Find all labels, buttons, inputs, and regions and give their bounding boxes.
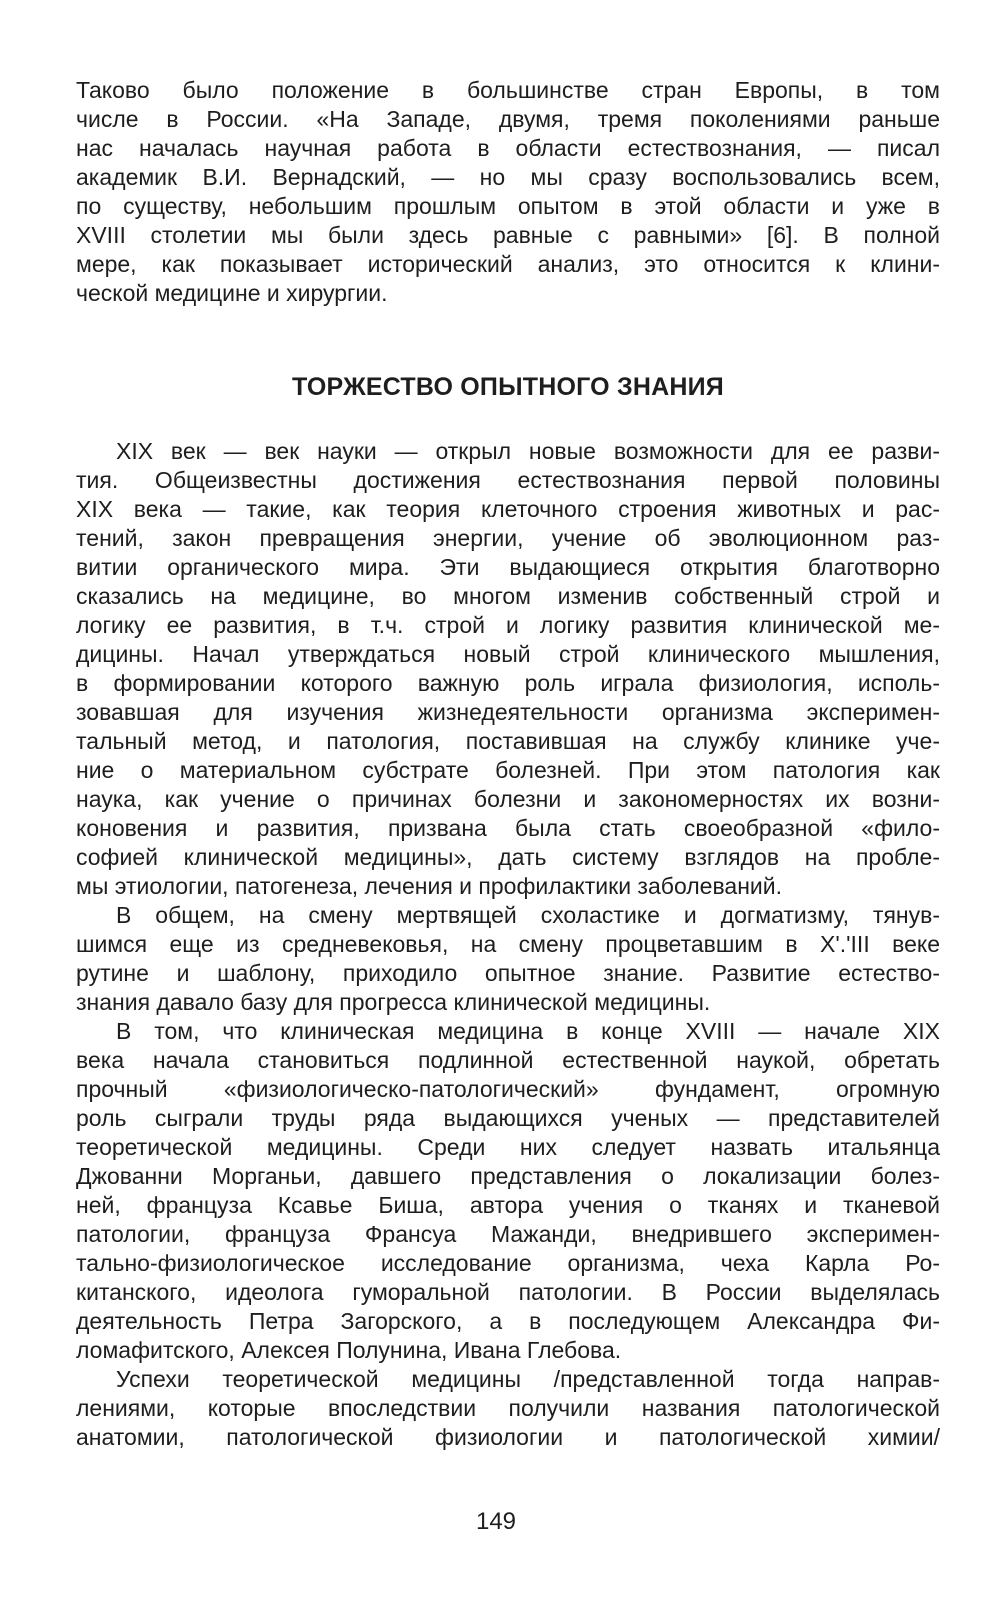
- text-line: ние о материальном субстрате болезней. При этом патология как: [76, 757, 940, 783]
- text-line: софией клинической медицины», дать систему взглядов на пробле-: [76, 844, 940, 870]
- paragraph-3: [76, 1017, 940, 1365]
- text-line: тально-физиологическое исследование организма, чеха Карла Ро-: [76, 1250, 940, 1276]
- text-line: шимся еще из средневековья, на смену процветавшим в X'.'III веке: [76, 931, 940, 957]
- text-line: по существу, небольшим прошлым опытом в этой области и уже в: [76, 193, 940, 219]
- text-line: тальный метод, и патология, поставившая на службу клинике уче-: [76, 728, 940, 754]
- text-line: мере, как показывает исторический анализ, это относится к клини-: [76, 251, 940, 277]
- text-line: тений, закон превращения энергии, учение об эволюционном раз-: [76, 525, 940, 551]
- text-line: ломафитского, Алексея Полунина, Ивана Глебова.: [76, 1337, 622, 1363]
- text-line: наука, как учение о причинах болезни и закономерностях их возни-: [76, 786, 940, 812]
- text-line: Джованни Морганьи, давшего представления о локализации болез-: [76, 1163, 940, 1189]
- intro-paragraph: [76, 76, 940, 308]
- text-line: витии органического мира. Эти выдающиеся открытия благотворно: [76, 554, 940, 580]
- text-line: патологии, француза Франсуа Мажанди, внедрившего эксперимен-: [76, 1221, 940, 1247]
- text-line: коновения и развития, призвана была стать своеобразной «фило-: [76, 815, 940, 841]
- text-line: числе в России. «На Западе, двумя, тремя поколениями раньше: [76, 106, 940, 132]
- text-line: прочный «физиологическо-патологический» фундамент, огромную: [76, 1076, 940, 1102]
- text-line: века начала становиться подлинной естественной наукой, обретать: [76, 1047, 940, 1073]
- text-line: деятельность Петра Загорского, а в последующем Александра Фи-: [76, 1308, 940, 1334]
- text-line: анатомии, патологической физиологии и патологической химии/: [76, 1424, 940, 1450]
- text-line: сказались на медицине, во многом изменив собственный строй и: [76, 583, 940, 609]
- text-line: лениями, которые впоследствии получили названия патологической: [76, 1395, 940, 1421]
- text-line: теоретической медицины. Среди них следует назвать итальянца: [76, 1134, 940, 1160]
- page-body: [76, 76, 940, 1452]
- text-line: Успехи теоретической медицины /представленной тогда направ-: [116, 1366, 940, 1392]
- text-line: XIX век — век науки — открыл новые возможности для ее разви-: [116, 438, 940, 464]
- text-line: нас началась научная работа в области естествознания, — писал: [76, 135, 940, 161]
- text-line: тия. Общеизвестны достижения естествознания первой половины: [76, 467, 940, 493]
- text-line: дицины. Начал утверждаться новый строй клинического мышления,: [76, 641, 940, 667]
- page-number: 149: [475, 1508, 517, 1535]
- paragraph-4: [76, 1365, 940, 1452]
- text-line: ческой медицине и хирургии.: [76, 280, 388, 306]
- section-heading: ТОРЖЕСТВО ОПЫТНОГО ЗНАНИЯ: [292, 373, 724, 401]
- text-line: знания давало базу для прогресса клинической медицины.: [76, 989, 711, 1015]
- text-line: рутине и шаблону, приходило опытное знание. Развитие естество-: [76, 960, 940, 986]
- paragraph-2: [76, 901, 940, 1017]
- text-line: китанского, идеолога гуморальной патологии. В России выделялась: [76, 1279, 940, 1305]
- text-line: XVIII столетии мы были здесь равные с равными» [6]. В полной: [76, 222, 940, 248]
- text-line: мы этиологии, патогенеза, лечения и профилактики заболеваний.: [76, 873, 782, 899]
- text-line: ней, француза Ксавье Биша, автора учения о тканях и тканевой: [76, 1192, 940, 1218]
- text-line: логику ее развития, в т.ч. строй и логику развития клинической ме-: [76, 612, 940, 638]
- text-line: В том, что клиническая медицина в конце XVIII — начале XIX: [116, 1018, 940, 1044]
- text-line: Таково было положение в большинстве стран Европы, в том: [76, 77, 940, 103]
- text-line: В общем, на смену мертвящей схоластике и догматизму, тянув-: [116, 902, 940, 928]
- paragraph-1: [76, 437, 940, 901]
- text-line: роль сыграли труды ряда выдающихся ученых — представителей: [76, 1105, 940, 1131]
- text-line: в формировании которого важную роль играла физиология, исполь-: [76, 670, 940, 696]
- text-line: XIX века — такие, как теория клеточного строения животных и рас-: [76, 496, 940, 522]
- text-line: академик В.И. Вернадский, — но мы сразу воспользовались всем,: [76, 164, 940, 190]
- text-line: зовавшая для изучения жизнедеятельности организма эксперимен-: [76, 699, 940, 725]
